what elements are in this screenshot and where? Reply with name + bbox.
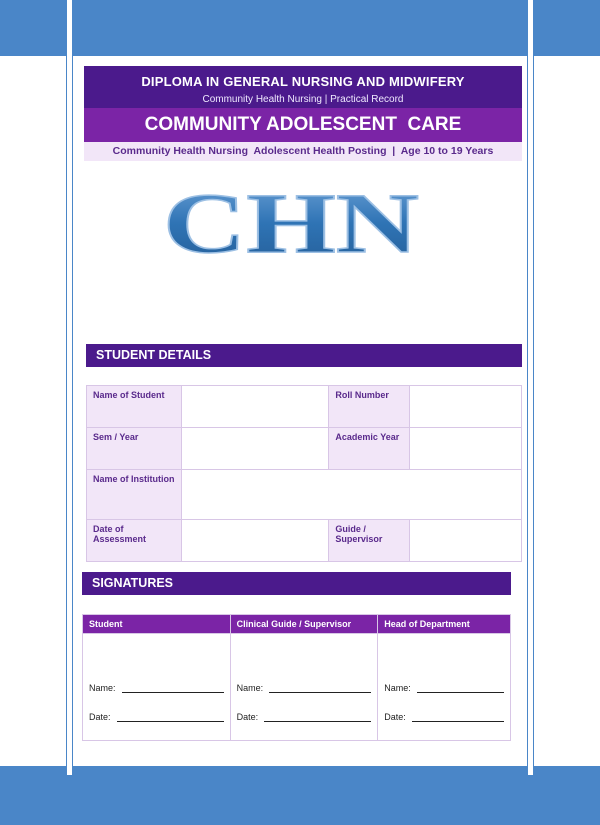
signatures-table (82, 614, 511, 741)
student-signature-cell[interactable] (83, 634, 231, 741)
posting-subtitle: Community Health Nursing Adolescent Health Posting | Age 10 to 19 Years (84, 142, 522, 161)
student-details-heading: STUDENT DETAILS (86, 344, 522, 367)
main-title: COMMUNITY ADOLESCENT CARE (84, 108, 522, 142)
guide-signature-cell[interactable] (230, 634, 378, 741)
hod-signature-cell[interactable] (378, 634, 511, 741)
column-header-hod: Head of Department (378, 615, 511, 634)
name-label: Name: (89, 683, 116, 693)
record-subtitle: Community Health Nursing | Practical Record (202, 94, 404, 105)
guide-supervisor-label: Guide / Supervisor (329, 520, 410, 562)
document-header (84, 66, 522, 161)
column-header-student: Student (83, 615, 231, 634)
name-of-student-field[interactable] (181, 386, 329, 428)
table-row (87, 520, 522, 562)
date-of-assessment-label: Date of Assessment (87, 520, 182, 562)
guide-supervisor-field[interactable] (410, 520, 522, 562)
date-label: Date: (384, 712, 406, 722)
signature-row (83, 634, 511, 741)
column-header-guide: Clinical Guide / Supervisor (230, 615, 378, 634)
student-details-table (86, 385, 522, 562)
table-row (87, 428, 522, 470)
guide-date-line[interactable] (264, 711, 371, 722)
date-label: Date: (89, 712, 111, 722)
academic-year-field[interactable] (410, 428, 522, 470)
bottom-blue-band (0, 766, 600, 825)
name-label: Name: (384, 683, 411, 693)
student-date-line[interactable] (117, 711, 224, 722)
roll-number-label: Roll Number (329, 386, 410, 428)
header-title-block (84, 66, 522, 108)
academic-year-label: Academic Year (329, 428, 410, 470)
name-of-institution-field[interactable] (181, 470, 521, 520)
sem-year-label: Sem / Year (87, 428, 182, 470)
signature-header-row (83, 615, 511, 634)
hod-date-line[interactable] (412, 711, 504, 722)
name-label: Name: (236, 683, 264, 693)
name-of-institution-label: Name of Institution (87, 470, 182, 520)
name-of-student-label: Name of Student (87, 386, 182, 428)
student-name-line[interactable] (122, 682, 224, 693)
guide-name-line[interactable] (269, 682, 371, 693)
chn-logo (160, 182, 422, 260)
hod-name-line[interactable] (417, 682, 504, 693)
table-row (87, 386, 522, 428)
date-of-assessment-field[interactable] (181, 520, 329, 562)
left-border-rail (66, 0, 73, 775)
diploma-title: DIPLOMA IN GENERAL NURSING AND MIDWIFERY (141, 74, 465, 89)
top-blue-band (0, 0, 600, 56)
table-row (87, 470, 522, 520)
roll-number-field[interactable] (410, 386, 522, 428)
right-border-rail (527, 0, 534, 775)
signatures-heading: SIGNATURES (82, 572, 511, 595)
logo-text: CHN (163, 182, 419, 260)
sem-year-field[interactable] (181, 428, 329, 470)
date-label: Date: (236, 712, 259, 722)
